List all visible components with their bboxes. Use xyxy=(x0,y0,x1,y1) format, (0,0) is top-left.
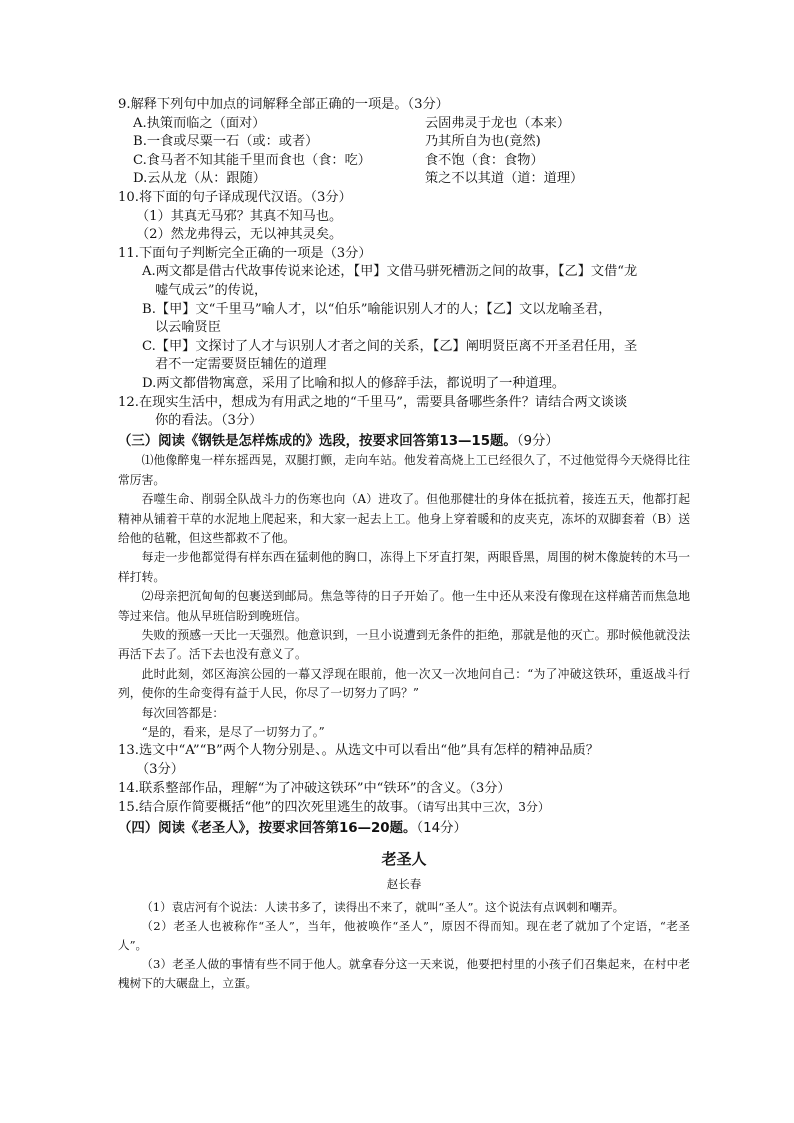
question-13-line-1: 13.选文中“A”“B”两个人物分别是、。从选文中可以看出“他”具有怎样的精神品质？ xyxy=(118,743,599,759)
story-paragraph: （3）老圣人做的事情有些不同于他人。就拿春分这一天来说，他要把村里的小孩子们召集起来，在村中老槐树下的大碾盘上，立蛋。 xyxy=(118,956,690,990)
question-11-stem: 11.下面句子判断完全正确的一项是（3分） xyxy=(118,245,372,261)
question-15-text: 15.结合原作简要概括“他”的四次死里逃生的故事。 xyxy=(118,800,417,816)
question-15 xyxy=(118,798,690,818)
passage-paragraph: 吞噬生命、削弱全队战斗力的伤寒也向（A）进攻了。但他那健壮的身体在抵抗着，接连五天，他都打起精神从铺着干草的水泥地上爬起来，和大家一起去上工。他身上穿着暖和的皮夹克，冻坏的双脚套着（B）送给他的毡靴，但这些都救不了他。 xyxy=(118,492,690,545)
section-3-heading-text: （三）阅读《钢铁是怎样炼成的》选段，按要求回答第13—15题。 xyxy=(118,433,517,449)
question-10 xyxy=(118,189,690,245)
option-11-a-line-1: A.两文都是借古代故事传说来论述，【甲】文借马骈死槽沥之间的故事，【乙】文借“龙 xyxy=(142,264,638,280)
option-c-left: C.食马者不知其能千里而食也（食：吃） xyxy=(133,152,371,168)
passage-paragraph: 失败的预感一天比一天强烈。他意识到，一旦小说遭到无条件的拒绝，那就是他的灭亡。那时候他就没法再活下去了。活下去也没有意义了。 xyxy=(118,627,690,662)
reading-passage-steel xyxy=(118,451,690,742)
question-9-stem: 9.解释下列句中加点的词解释全部正确的一项是。（3分） xyxy=(118,97,449,112)
section-4-heading-text: （四）阅读《老圣人》，按要求回答第16—20题。 xyxy=(118,820,417,836)
option-11-d-line-1: D.两文都借物寓意，采用了比喻和拟人的修辞手法，都说明了一种道理。 xyxy=(142,375,566,391)
option-11-b-line-2: 以云喻贤臣 xyxy=(155,320,221,336)
option-b-left: B.一食或尽粟一石（或：或者） xyxy=(133,134,319,150)
section-3-points: （9分） xyxy=(516,433,559,449)
story-passage xyxy=(118,898,690,993)
question-14: 14.联系整部作品，理解“为了冲破这铁环”中“铁环”的含义。（3分） xyxy=(118,780,511,796)
option-11-b-line-1: B.【甲】文“千里马”喻人才，以“伯乐”喻能识别人才的人；【乙】文以龙喻圣君， xyxy=(142,301,612,317)
option-11-c-line-2: 君不一定需要贤臣辅佐的道理 xyxy=(155,357,327,373)
question-12 xyxy=(118,394,690,431)
question-9 xyxy=(118,96,690,189)
option-a-right: 云固弗灵于龙也（本来） xyxy=(425,115,571,131)
question-13-line-2: （3分） xyxy=(136,761,184,777)
story-paragraph: （1）袁店河有个说法：人读书多了，读得出不来了，就叫“圣人”。这个说法有点讽刺和嘲弄。 xyxy=(141,899,625,914)
question-10-item-2: （2）然龙弗得云，无以神其灵矣。 xyxy=(136,227,343,243)
passage-paragraph: ⑵母亲把沉甸甸的包裹送到邮局。焦急等待的日子开始了。他一生中还从来没有像现在这样痛苦而焦急地等过来信。他从早班信盼到晚班信。 xyxy=(118,589,690,623)
passage-paragraph: “是的，看来，是尽了一切努力了。” xyxy=(141,724,325,739)
option-row-c xyxy=(118,152,690,171)
question-10-item-1: （1）其真无马邪？其真不知马也。 xyxy=(136,208,343,224)
passage-paragraph: 每走一步他都觉得有样东西在猛刺他的胸口，冻得上下牙直打架，两眼昏黑，周围的树木像旋转的木马一样打转。 xyxy=(118,550,690,584)
passage-paragraph: 此时此刻，郊区海滨公园的一幕又浮现在眼前，他一次又一次地问自己：“为了冲破这铁环，重返战斗行列，使你的生命变得有益于人民，你尽了一切努力了吗？” xyxy=(118,666,690,701)
option-d-left: D.云从龙（从：跟随） xyxy=(133,171,266,187)
option-11-c-line-1: C.【甲】文探讨了人才与识别人才者之间的关系，【乙】阐明贤臣离不开圣君任用，圣 xyxy=(142,338,638,354)
option-row-d xyxy=(118,170,690,189)
question-13 xyxy=(118,742,690,779)
section-3-heading xyxy=(118,433,690,452)
option-row-a xyxy=(118,115,690,134)
section-4-points: （14分） xyxy=(416,820,467,836)
option-a-left: A.执策而临之（面对） xyxy=(133,115,266,131)
question-15-note: （请写出其中三次，3分） xyxy=(416,800,550,815)
option-b-right: 乃其所自为也(竟然) xyxy=(425,134,541,150)
section-4-heading xyxy=(118,820,690,839)
option-d-right: 策之不以其道（道：道理） xyxy=(425,171,584,187)
question-12-line-2: 你的看法。（3分） xyxy=(155,413,263,429)
story-paragraph: （2）老圣人也被称作“圣人”，当年，他被唤作“圣人”，原因不得而知。现在老了就加了个定语，“老圣人”。 xyxy=(118,918,690,952)
question-10-stem: 10.将下面的句子译成现代汉语。（3分） xyxy=(118,189,352,205)
story-author: 赵长春 xyxy=(386,876,422,891)
option-row-b xyxy=(118,133,690,152)
passage-paragraph: 每次回答都是： xyxy=(141,705,225,720)
option-11-a-line-2: 嘘气成云”的传说， xyxy=(155,282,268,298)
question-11 xyxy=(118,245,690,394)
option-c-right: 食不饱（食：食物） xyxy=(425,152,544,168)
passage-paragraph: ⑴他像醉鬼一样东摇西晃，双腿打颤，走向车站。他发着高烧上工已经很久了，不过他觉得今天烧得比往常厉害。 xyxy=(118,453,690,487)
exam-page xyxy=(118,96,690,993)
story-title: 老圣人 xyxy=(381,850,427,869)
question-12-line-1: 12.在现实生活中，想成为有用武之地的“千里马”，需要具备哪些条件？请结合两文谈谈 xyxy=(118,394,628,410)
